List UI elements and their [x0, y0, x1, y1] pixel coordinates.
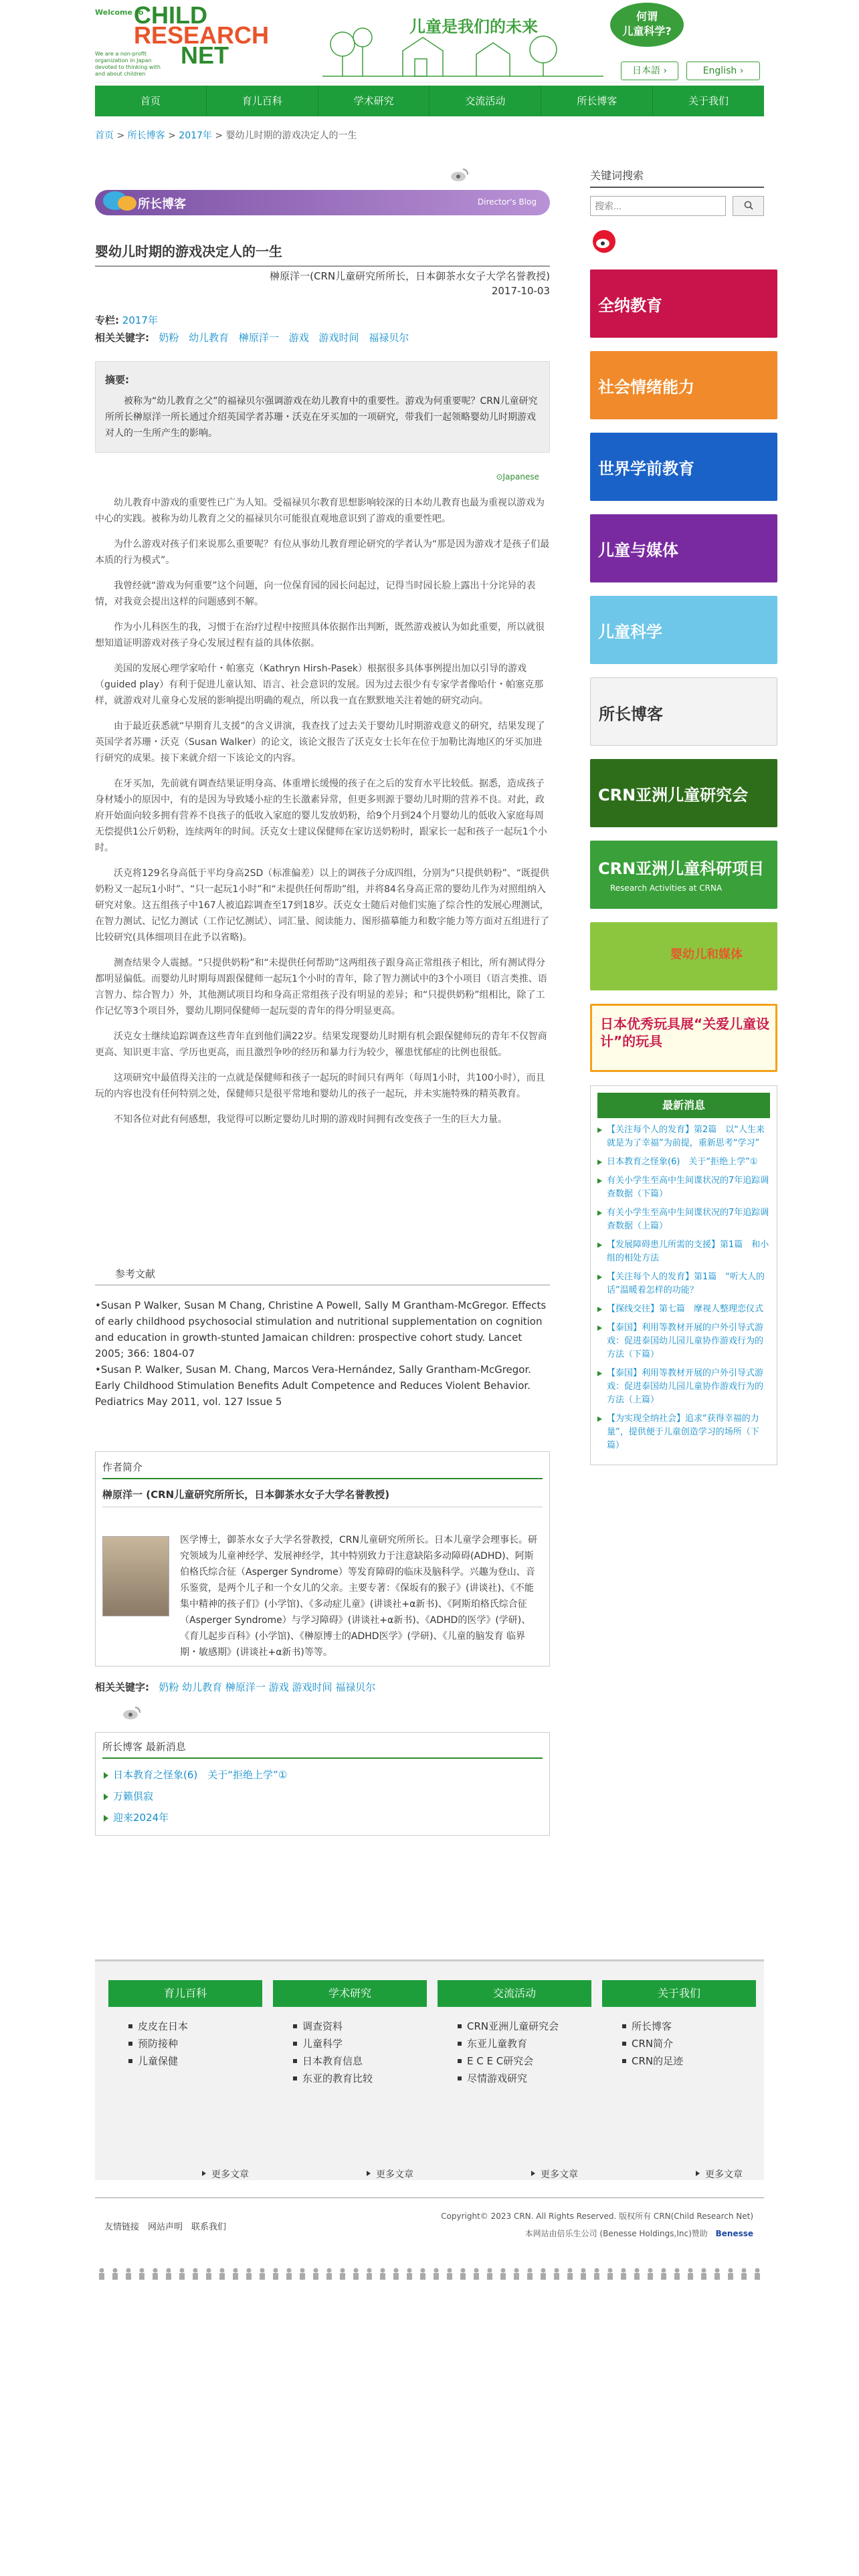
column-link[interactable]: 2017年	[122, 314, 158, 326]
article-paragraph: 测查结果令人震撼。“只提供奶粉”和“未提供任何帮助”这两组孩子跟身高正常组孩子相比，所有测试得分都明显偏低。而婴幼儿时期每周跟保健师一起玩1个小时的青年，除了智力测试中的3个小项目（语言类推、语言智力、综合智力）外，其他测试项目均和身高正常组孩子没有明显的差异；和“只提供奶粉”组相比，除了工作记忆等3个项目外，婴幼儿期同保健师一起玩耍的青年的得分明显更高。	[95, 958, 547, 1016]
article-title: 婴幼儿时期的游戏决定人的一生	[95, 241, 550, 267]
news-link[interactable]: 【关注每个人的发育】第1篇 “听大人的话”温暖着怎样的功能？	[597, 1271, 770, 1297]
more-articles-link[interactable]: 更多文章	[202, 2167, 249, 2181]
logo-welcome: Welcome to	[95, 8, 144, 17]
site-header	[95, 0, 764, 83]
abstract-title: 摘要:	[105, 374, 129, 386]
references	[95, 1297, 550, 1410]
weibo-share-icon[interactable]	[122, 1705, 142, 1720]
header-slogan: 儿童是我们的未来	[409, 17, 538, 36]
site-logo[interactable]	[95, 1, 270, 80]
reference-item: •Susan P Walker, Susan M Chang, Christine A Powell, Sally M Grantham-McGregor. Effects of early childhood psychosocial stimulation and nutritional supplementation on cognition and education in growth-stunted Jamaican children: prospective cohort study. Lancet 2005; 366: 1804-07	[95, 1299, 547, 1360]
speech-bubbles-icon	[100, 187, 140, 214]
keyword-link[interactable]: 游戏时间	[318, 332, 359, 344]
footer-link[interactable]: 预防接种	[128, 2035, 262, 2052]
news-link[interactable]: 【关注每个人的发育】第2篇 以“人生来就是为了幸福”为前提，重新思考“学习”	[597, 1123, 770, 1150]
footer-link[interactable]: 儿童保健	[128, 2052, 262, 2070]
footer-link[interactable]: 东亚儿童教育	[458, 2035, 591, 2052]
footer-link[interactable]: 日本教育信息	[293, 2052, 427, 2070]
article-body	[95, 495, 550, 1137]
keywords-bottom: 相关关键字: 奶粉 幼儿教育 榊原洋一 游戏 游戏时间 福禄贝尔	[95, 1681, 376, 1693]
article-paragraph: 由于最近获悉就“早期育儿支援”的含义讲演，我查找了过去关于婴幼儿时期游戏意义的研究，结果发现了英国学者苏珊・沃克（Susan Walker）的论文，该论文报告了沃克女士长年在位于加勒比海地区的牙买加进行研究的成果。接下来就介绍一下该论文的内容。	[95, 721, 545, 764]
footer-col-exchange: 交流活动 CRN亚洲儿童研究会 东亚儿童教育 E C E C研究会 尽情游戏研究 更多文章	[438, 1980, 591, 2087]
footer-col-research: 学术研究 调查资料 儿童科学 日本教育信息 东亚的教育比较 更多文章	[273, 1980, 427, 2087]
more-articles-link[interactable]: 更多文章	[367, 2167, 413, 2181]
search-title: 关键词搜索	[590, 167, 764, 188]
breadcrumb-year[interactable]: 2017年	[179, 130, 212, 141]
news-link[interactable]: 有关小学生至高中生间谍状况的7年追踪调查数据（上篇）	[597, 1206, 770, 1233]
footer-link[interactable]: 儿童科学	[293, 2035, 427, 2052]
article-paragraph: 幼儿教育中游戏的重要性已广为人知。受福禄贝尔教育思想影响较深的日本幼儿教育也最为重视以游戏为中心的实践。被称为幼儿教育之父的福禄贝尔可能很直观地意识到了游戏的重要性吧。	[95, 498, 545, 524]
article-paragraph: 沃克女士继续追踪调查这些青年直到他们满22岁。结果发现婴幼儿时期有机会跟保健师玩的青年不仅智商更高、知识更丰富、学历也更高，而且激烈争吵的经历和暴力行为较少，罹患忧郁症的比例也很低。	[95, 1031, 547, 1058]
footer-sitemap	[95, 1959, 764, 2180]
keyword-link[interactable]: 游戏时间	[292, 1681, 332, 1693]
news-link[interactable]: 日本教育之怪象(6) 关于“拒绝上学”①	[597, 1156, 770, 1169]
keyword-link[interactable]: 幼儿教育	[182, 1681, 223, 1693]
keyword-link[interactable]: 福禄贝尔	[369, 332, 409, 344]
keyword-link[interactable]: 榊原洋一	[225, 1681, 266, 1693]
benesse-logo[interactable]: Benesse	[715, 2229, 753, 2238]
keyword-link[interactable]: 幼儿教育	[189, 332, 229, 344]
article-date: 2017-10-03	[491, 285, 550, 297]
breadcrumb-home[interactable]: 首页	[95, 130, 114, 141]
keyword-link[interactable]: 游戏	[268, 1681, 289, 1693]
latest-blog-title: 所长博客 最新消息	[102, 1739, 543, 1759]
article-paragraph: 我曾经就“游戏为何重要”这个问题，向一位保育园的园长问起过，记得当时园长脸上露出十分诧异的表情，对我竟会提出这样的问题感到不解。	[95, 580, 536, 607]
breadcrumb: 首页 > 所长博客 > 2017年 > 婴幼儿时期的游戏决定人的一生	[95, 130, 357, 141]
latest-news-box	[590, 1085, 777, 1465]
ad-children-media[interactable]: 儿童与媒体	[590, 514, 777, 582]
blog-banner-title: 所长博客	[138, 197, 186, 211]
ad-crn-asia-research[interactable]: CRN亚洲儿童科研项目 Research Activities at CRNA	[590, 841, 777, 909]
footer-link[interactable]: CRN亚洲儿童研究会	[458, 2018, 591, 2035]
abstract-box	[95, 361, 550, 453]
nav-home[interactable]: 首页	[95, 86, 207, 116]
footer-people-pattern	[95, 2267, 764, 2280]
keywords: 相关关键字: 奶粉 幼儿教育 榊原洋一 游戏 游戏时间 福禄贝尔	[95, 332, 409, 344]
author-box	[95, 1451, 550, 1667]
nav-exchange[interactable]: 交流活动	[430, 86, 541, 116]
breadcrumb-blog[interactable]: 所长博客	[127, 130, 165, 141]
footer-link[interactable]: 调查资料	[293, 2018, 427, 2035]
article-paragraph: 作为小儿科医生的我，习惯于在治疗过程中按照具体依据作出判断，既然游戏被认为如此重要，所以就很想知道证明游戏对孩子身心发展过程有益的具体依据。	[95, 622, 545, 649]
latest-blog-link[interactable]: 日本教育之怪象(6) 关于“拒绝上学”①	[113, 1769, 288, 1781]
ad-infant-media[interactable]: 婴幼儿和媒体	[590, 922, 777, 990]
article-byline	[270, 269, 550, 298]
ad-inclusive-education[interactable]: 全纳教育	[590, 270, 777, 338]
article-meta: 专栏: 2017年 相关关键字: 奶粉 幼儿教育 榊原洋一 游戏 游戏时间 福禄贝尔	[95, 312, 550, 346]
author-photo	[102, 1536, 169, 1616]
footer-col-parenting: 育儿百科 皮皮在日本 预防接种 儿童保健 更多文章	[108, 1980, 262, 2070]
main-nav	[95, 86, 764, 116]
news-link[interactable]: 【泰国】利用等教材开展的户外引导式游戏：促进泰国幼儿园儿童协作游戏行为的方法（上篇）	[597, 1367, 770, 1407]
logo-line1: CHILD	[134, 1, 207, 29]
blog-banner	[95, 190, 550, 215]
footer-bottom	[95, 2197, 764, 2264]
news-link[interactable]: 【探线交往】第七篇 摩视人整理恋仪式	[597, 1303, 770, 1316]
article-paragraph: 在牙买加，先前就有调查结果证明身高、体重增长缓慢的孩子在之后的发育水平比较低。据悉，造成孩子身材矮小的原因中，有的是因为导致矮小症的生长激素异常，但更多则源于婴幼儿时期的营养不良。对此，政府开始面向较多拥有营养不良孩子的低收入家庭的婴儿发放奶粉，给9个月到24个月婴幼儿的低收入家庭每周无偿提供1公斤奶粉，连续两年的时间。沃克女士建议保健师在家访送奶粉时，跟家长一起和孩子一起玩1个小时。	[95, 778, 547, 853]
footer-link[interactable]: 所长博客	[622, 2018, 756, 2035]
search-button[interactable]	[733, 196, 764, 216]
logo-line2: RESEARCH	[134, 21, 270, 49]
ad-world-preschool[interactable]: 世界学前教育	[590, 433, 777, 501]
latest-blog-link[interactable]: 万籁俱寂	[113, 1790, 154, 1802]
article-paragraph: 不知各位对此有何感想，我觉得可以断定婴幼儿时期的游戏时间拥有改变孩子一生的巨大力量。	[114, 1114, 507, 1125]
more-articles-link[interactable]: 更多文章	[531, 2167, 578, 2181]
search-icon	[744, 201, 753, 210]
breadcrumb-current: 婴幼儿时期的游戏决定人的一生	[225, 130, 357, 141]
sidebar	[590, 167, 770, 1465]
references-title: 参考文献	[95, 1267, 550, 1285]
blog-banner-subtitle: Director's Blog	[477, 197, 537, 207]
nav-research[interactable]: 学术研究	[318, 86, 430, 116]
nav-parenting[interactable]: 育儿百科	[207, 86, 318, 116]
keyword-link[interactable]: 奶粉	[159, 332, 179, 344]
author-name: 榊原洋一 (CRN儿童研究所所长，日本御茶水女子大学名誉教授)	[102, 1487, 543, 1507]
what-is-child-science-bubble[interactable]: 何谓 儿童科学?	[610, 3, 684, 47]
nav-about[interactable]: 关于我们	[688, 95, 729, 107]
logo-tagline: We are a non-profit organization in Japan devoted to thinking with and about children	[95, 51, 161, 77]
footer-col-about: 关于我们 所长博客 CRN简介 CRN的足迹 更多文章	[602, 1980, 756, 2070]
latest-blog-box	[95, 1732, 550, 1836]
footer-link[interactable]: 东亚的教育比较	[293, 2070, 427, 2087]
ad-crn-asia-conference[interactable]: CRN亚洲儿童研究会	[590, 759, 777, 827]
more-articles-link[interactable]: 更多文章	[696, 2167, 743, 2181]
ad-director-blog[interactable]: 所长博客	[590, 677, 777, 746]
english-button[interactable]: English ›	[686, 62, 760, 80]
author-bio: 医学博士，御茶水女子大学名誉教授，CRN儿童研究所所长。日本儿童学会理事长。研究领域为儿童神经学、发展神经学，其中特别致力于注意缺陷多动障碍(ADHD)、阿斯伯格氏综合征（Asperger Syndrome）等发育障碍的临床及脑科学。兴趣为登山、音乐鉴赏，是两个儿子和一个女儿的父亲。主要专著：《保坂有的猴子》(讲谈社)、《不能集中精神的孩子们》(小学馆)、《多动症儿童》(讲谈社+α新书)、《阿斯珀格氏综合征（Asperger Syndrome）与学习障碍》(讲谈社+α新书)、《ADHD的医学》(学研)、《育儿起步百科》(小学馆)、《榊原博士的ADHD医学》(学研)、《儿童的脑发育 临界期・敏感期》(讲谈社+α新书)等等。	[180, 1535, 537, 1658]
keyword-link[interactable]: 榊原洋一	[238, 332, 279, 344]
keyword-link[interactable]: 奶粉	[159, 1681, 179, 1693]
reference-item: •Susan P. Walker, Susan M. Chang, Marcos Vera-Hernández, Sally Grantham-McGregor. Early Childhood Stimulation Benefits Adult Competence and Reduces Violent Behavior. Pediatrics May 2011, vol. 127 Issue 5	[95, 1364, 532, 1408]
article-paragraph: 为什么游戏对孩子们来说那么重要呢？有位从事幼儿教育理论研究的学者认为“那是因为游戏才是孩子们最本质的行为模式”。	[95, 539, 550, 566]
weibo-share-icon[interactable]	[450, 167, 470, 182]
article-author: 榊原洋一(CRN儿童研究所所长，日本御茶水女子大学名誉教授)	[270, 270, 550, 282]
copyright: Copyright© 2023 CRN. All Rights Reserved. 版权所有 CRN(Child Research Net) 本网站由倍乐生公司 (Benesse Holdings,Inc)赞助 Benesse	[441, 2212, 753, 2238]
news-link[interactable]: 有关小学生至高中生间谍状况的7年追踪调查数据（下篇）	[597, 1174, 770, 1201]
article-paragraph: 美国的发展心理学家哈什・帕塞克（Kathryn Hirsh-Pasek）根据很多具体事例提出加以引导的游戏（guided play）有利于促进儿童认知、语言、社会意识的发展。因为过去很少有专家学者像哈什・帕塞克那样，就游戏对儿童身心发展的影响提出明确的观点，所以我一直在默默地关注着她的研究动向。	[95, 663, 544, 706]
abstract-text: 被称为“幼儿教育之父”的福禄贝尔强调游戏在幼儿教育中的重要性。游戏为何重要呢？CRN儿童研究所所长榊原洋一所长通过介绍英国学者苏珊・沃克在牙买加的一项研究，带我们一起领略婴幼儿时期游戏对人的一生所产生的影响。	[105, 396, 538, 439]
ad-social-emotional[interactable]: 社会情绪能力	[590, 351, 777, 419]
japanese-version-link[interactable]: ⊙Japanese	[496, 472, 539, 481]
latest-news-title: 最新消息	[597, 1093, 770, 1118]
keyword-link[interactable]: 游戏	[288, 332, 309, 344]
latest-blog-link[interactable]: 迎来2024年	[113, 1812, 169, 1824]
ad-child-science[interactable]: 儿童科学	[590, 596, 777, 664]
author-box-title: 作者简介	[102, 1460, 543, 1479]
news-link[interactable]: 【泰国】利用等教材开展的户外引导式游戏：促进泰国幼儿园儿童协作游戏行为的方法（下篇）	[597, 1321, 770, 1362]
japanese-button[interactable]: 日本語 ›	[621, 62, 678, 80]
footer-link[interactable]: E C E C研究会	[458, 2052, 591, 2070]
footer-link[interactable]: CRN的足迹	[622, 2052, 756, 2070]
nav-blog[interactable]: 所长博客	[541, 86, 653, 116]
article-paragraph: 这项研究中最值得关注的一点就是保健师和孩子一起玩的时间只有两年（每周1小时，共100小时），而且玩的内容也没有任何特别之处，保健师只是很平常地和婴幼儿的孩子一起玩，并未实施特殊的精英教育。	[95, 1073, 545, 1099]
news-link[interactable]: 【为实现全纳社会】追求“获得幸福的力量”，提供便于儿童创造学习的场所（下篇）	[597, 1412, 770, 1453]
logo-line3: NET	[181, 41, 229, 69]
footer-link[interactable]: 皮皮在日本	[128, 2018, 262, 2035]
weibo-icon[interactable]	[590, 229, 618, 253]
search-input[interactable]	[590, 196, 726, 216]
footer-utility-links[interactable]: 友情链接 网站声明 联系我们	[104, 2222, 227, 2232]
news-link[interactable]: 【发展障碍患儿所需的支援】第1篇 和小组的相处方法	[597, 1239, 770, 1265]
footer-link[interactable]: 尽情游戏研究	[458, 2070, 591, 2087]
footer-link[interactable]: CRN简介	[622, 2035, 756, 2052]
ad-toy-awards[interactable]: 日本优秀玩具展“关爱儿童设计”的玩具	[590, 1004, 777, 1072]
search-form	[590, 196, 764, 216]
keyword-link[interactable]: 福禄贝尔	[335, 1681, 376, 1693]
article-paragraph: 沃克将129名身高低于平均身高2SD（标准偏差）以上的调孩子分成四组，分别为“只提供奶粉”、“既提供奶粉又一起玩1小时”、“只一起玩1小时”和“未提供任何帮助”组，并将84名身高正常的婴幼儿作为对照组纳入研究对象。这五组孩子中167人被追踪调查至17到18岁。沃克女士随后对他们实施了综合性的发展心理测试，在智力测试、记忆力测试（工作记忆测试）、词汇量、阅读能力、图形描摹能力和数字能力等方面对五组进行了比较研究(具体细项目在此予以省略)。	[95, 868, 550, 943]
